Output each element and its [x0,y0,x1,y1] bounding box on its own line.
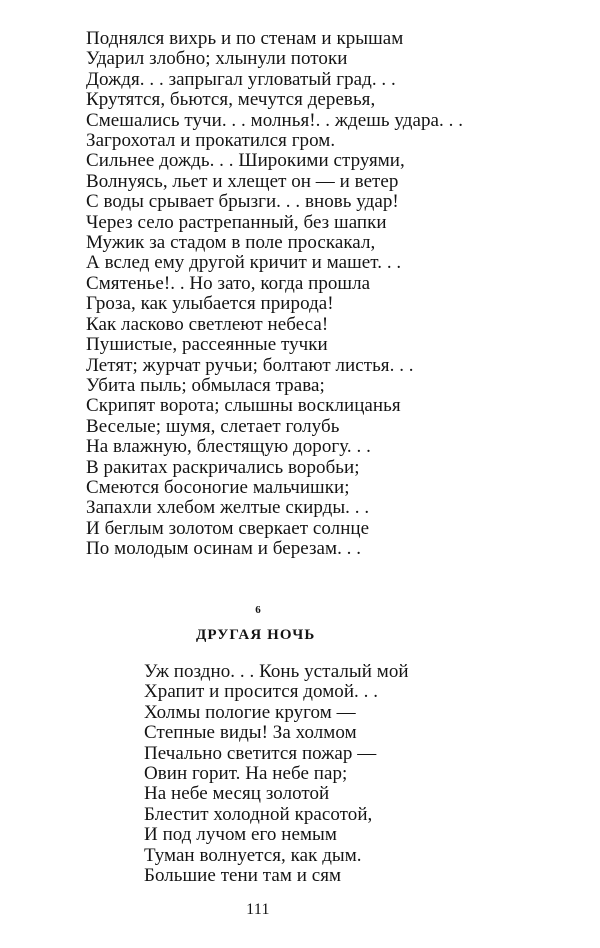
poem-line: Убита пыль; обмылася трава; [86,374,325,396]
poem-line: Большие тени там и сям [144,865,342,887]
poem-line: Степные виды! За холмом [144,722,357,744]
poem-line: Блестит холодной красотой, [144,803,373,825]
section-number: 6 [255,604,261,616]
poem-line: На небе месяц золотой [144,783,330,805]
poem-line: Гроза, как улыбается природа! [86,293,334,315]
poem-line: С воды срывает брызги. . . вновь удар! [86,191,399,213]
poem-fragment-previous [86,29,526,560]
poem-line: Овин горит. На небе пар; [144,763,348,785]
poem-line: Летят; журчат ручьи; болтают листья. . . [86,354,414,376]
poem-line: Веселые; шумя, слетает голубь [86,415,340,437]
poem-line: Через село растрепанный, без шапки [86,211,387,233]
poem-line: Ударил злобно; хлынули потоки [86,48,348,70]
poem-line: Храпит и просится домой. . . [144,681,379,703]
poem-line: Мужик за стадом в поле проскакал, [86,232,376,254]
poem-line: Смеются босоногие мальчишки; [86,476,350,498]
poem-line: А вслед ему другой кричит и машет. . . [86,252,402,274]
poem-line: Печально светится пожар — [144,742,377,764]
poem-line: В ракитах раскричались воробьи; [86,456,360,478]
poem-line: И беглым золотом сверкает солнце [86,517,370,539]
poem-line: Смешались тучи. . . молнья!. . ждешь удара. . . [86,109,463,131]
poem-line: Крутятся, бьются, мечутся деревья, [86,89,376,111]
poem-line: Сильнее дождь. . . Широкими струями, [86,150,405,172]
poem-line: Загрохотал и прокатился гром. [86,130,336,152]
poem-line: Поднялся вихрь и по стенам и крышам [86,28,404,49]
poem-fragment-current [144,662,504,886]
poem-line: Холмы пологие кругом — [144,701,356,723]
poem-line: Запахли хлебом желтые скирды. . . [86,497,370,519]
poem-line: Пушистые, рассеянные тучки [86,334,328,356]
poem-line: Дождя. . . запрыгал угловатый град. . . [86,68,396,90]
poem-line: Волнуясь, льет и хлещет он — и ветер [86,170,399,192]
poem-line: На влажную, блестящую дорогу. . . [86,436,371,458]
poem-line: Как ласково светлеют небеса! [86,313,329,335]
page-number: 111 [246,901,270,918]
poem-line: Туман волнуется, как дым. [144,844,362,866]
poem-line: Уж поздно. . . Конь усталый мой [144,661,409,682]
poem-line: И под лучом его немым [144,824,337,846]
poem-line: Смятенье!. . Но зато, когда прошла [86,272,371,294]
poem-title: ДРУГАЯ НОЧЬ [196,627,316,643]
poem-line: По молодым осинам и березам. . . [86,538,362,560]
poem-line: Скрипят ворота; слышны восклицанья [86,395,401,417]
